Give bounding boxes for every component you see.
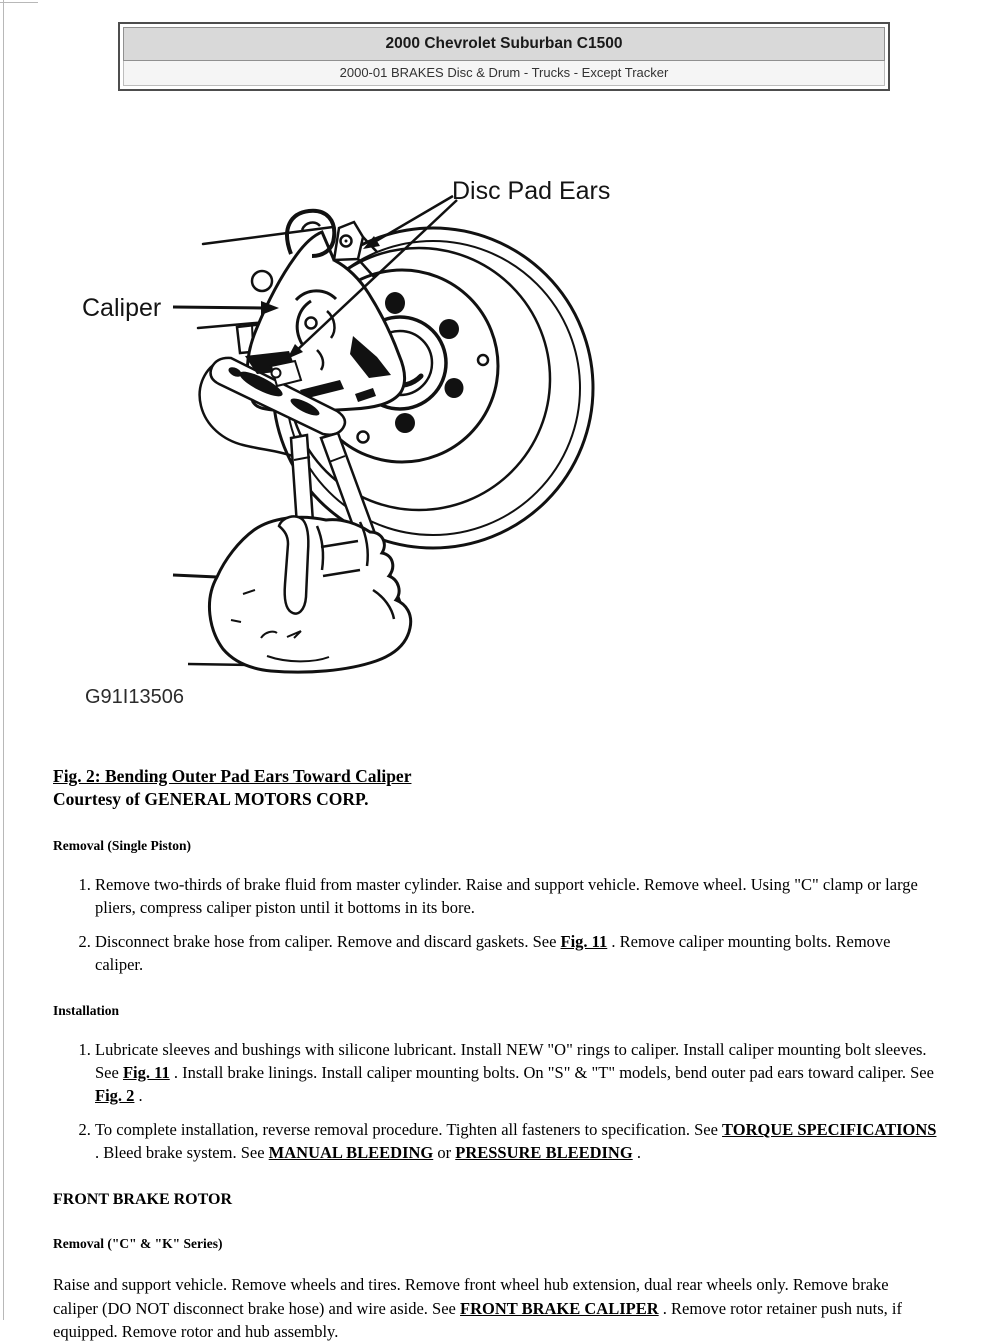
page-edge-line [3, 0, 4, 1320]
ref-manual-bleeding[interactable]: MANUAL BLEEDING [268, 1143, 434, 1162]
figure-courtesy: Courtesy of GENERAL MOTORS CORP. [53, 789, 369, 809]
page-edge-line-top [0, 2, 38, 3]
ref-fig-11[interactable]: Fig. 11 [122, 1063, 170, 1082]
ref-front-brake-caliper[interactable]: FRONT BRAKE CALIPER [460, 1298, 659, 1318]
step-text: . Install brake linings. Install caliper mounting bolts. On "S" & "T" models, bend outer pad ears toward caliper. See [169, 1063, 934, 1082]
ref-fig-2[interactable]: Fig. 2 [95, 1086, 135, 1105]
document-body [53, 765, 937, 1344]
bleeder-hole [252, 271, 272, 291]
article-subtitle: 2000-01 BRAKES Disc & Drum - Trucks - Except Tracker [123, 61, 885, 86]
front-brake-rotor-heading: FRONT BRAKE ROTOR [53, 1191, 232, 1208]
step-text: Lubricate sleeves and bushings with silicone lubricant. Install NEW "O" rings to caliper. Install caliper mounting bolt sleeves. See [95, 1040, 927, 1082]
removal-steps-list [53, 873, 937, 976]
ref-pressure-bleeding[interactable]: PRESSURE BLEEDING [455, 1143, 633, 1162]
caliper-label: Caliper [82, 294, 162, 322]
removal-ck-series-heading: Removal ("C" & "K" Series) [53, 1236, 223, 1251]
step-text: . [134, 1086, 143, 1105]
step-text: Disconnect brake hose from caliper. Remove and discard gaskets. See [95, 932, 561, 951]
vehicle-title: 2000 Chevrolet Suburban C1500 [123, 27, 885, 61]
step-item [95, 1118, 937, 1164]
ref-torque-specifications[interactable]: TORQUE SPECIFICATIONS [722, 1120, 937, 1139]
step-text: . Bleed brake system. See [95, 1143, 269, 1162]
step-text: . [632, 1143, 641, 1162]
step-item [95, 1038, 937, 1107]
installation-steps-list [53, 1038, 937, 1164]
figure-id-label: G91I13506 [85, 686, 184, 708]
ref-fig-11[interactable]: Fig. 11 [560, 932, 608, 951]
disc-pad-ears-label: Disc Pad Ears [452, 177, 611, 205]
step-item [95, 873, 937, 919]
step-item [95, 930, 937, 976]
paragraph-text: Raise and support vehicle. Remove wheels and tires. Remove front wheel hub extension, dual rear wheels only. Remove brake caliper (DO NOT disconnect brake hose) and wire aside. See [53, 1275, 889, 1318]
removal-single-piston-heading: Removal (Single Piston) [53, 838, 191, 853]
brake-diagram [55, 160, 655, 720]
paragraph-text: . Remove rotor retainer push nuts, if equipped. Remove rotor and hub assembly. [53, 1298, 902, 1341]
figure-caption: Fig. 2: Bending Outer Pad Ears Toward Caliper [53, 766, 412, 786]
hand [173, 516, 411, 672]
step-text: . Remove caliper mounting bolts. Remove caliper. [95, 932, 891, 974]
step-text: To complete installation, reverse removal procedure. Tighten all fasteners to specification. See [95, 1120, 723, 1139]
figure-2-illustration [55, 160, 655, 720]
rotor-removal-paragraph [53, 1273, 937, 1344]
step-text: or [433, 1143, 456, 1162]
vehicle-header-box [118, 22, 890, 91]
installation-heading: Installation [53, 1003, 120, 1018]
step-text: Remove two-thirds of brake fluid from master cylinder. Raise and support vehicle. Remove wheel. Using "C" clamp or large pliers, compress caliper piston until it bottoms in its bore. [95, 875, 918, 917]
